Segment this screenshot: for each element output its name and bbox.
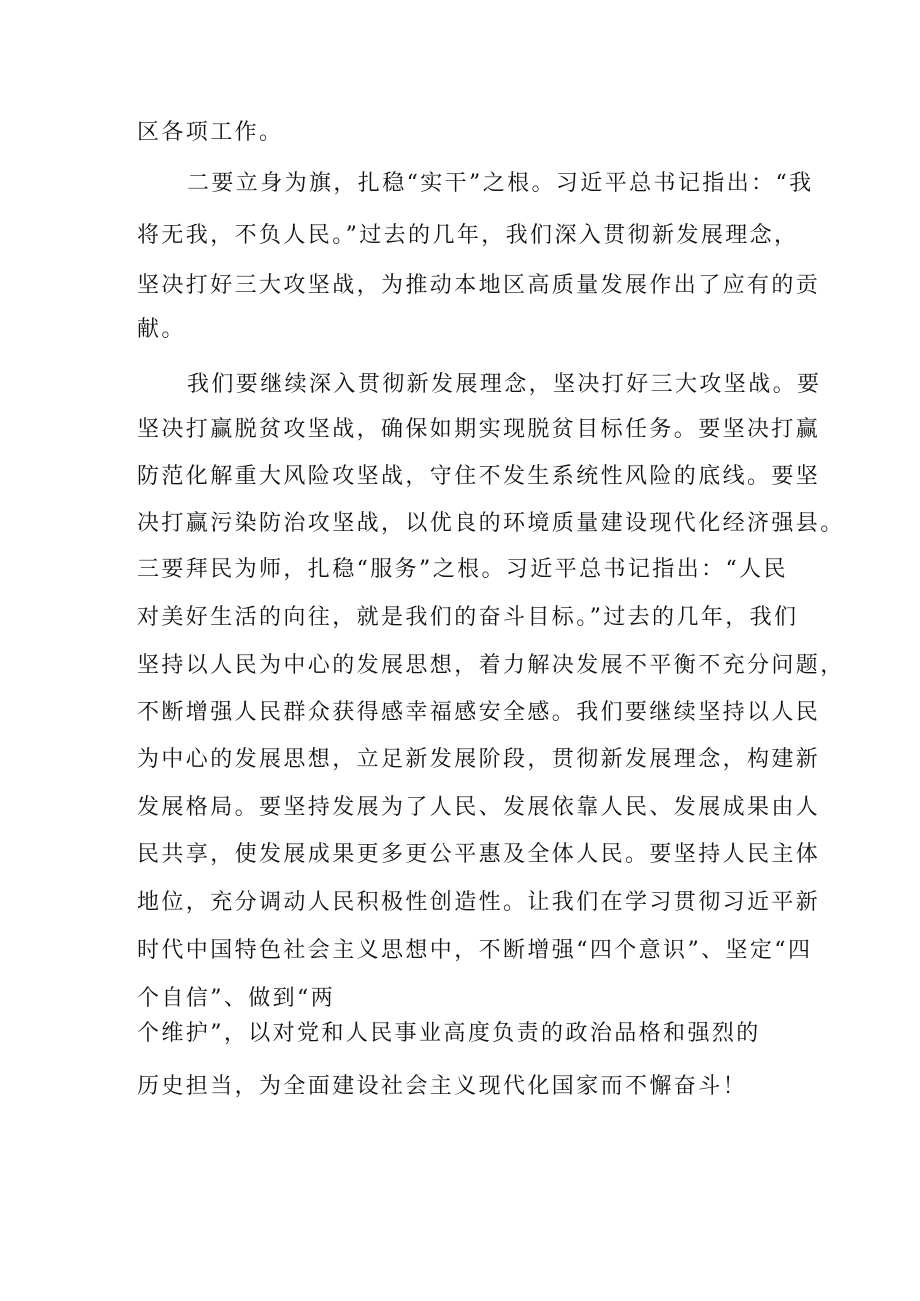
text-line-10: 三要拜民为师，扎稳“服务”之根。习近平总书记指出：“人民 xyxy=(137,557,788,582)
text-line-20: 个维护”，以对党和人民事业高度负责的政治品格和强烈的 xyxy=(137,1021,761,1046)
text-line-5: 献。 xyxy=(137,317,186,342)
text-line-16: 民共享，使发展成果更多更公平惠及全体人民。要坚持人民主体 xyxy=(137,842,821,867)
text-line-15: 发展格局。要坚持发展为了人民、发展依靠人民、发展成果由人 xyxy=(137,795,821,820)
text-line-11: 对美好生活的向往，就是我们的奋斗目标。”过去的几年，我们 xyxy=(137,605,799,630)
text-line-13: 不断增强人民群众获得感幸福感安全感。我们要继续坚持以人民 xyxy=(137,700,821,725)
text-line-9: 决打赢污染防治攻坚战，以优良的环境质量建设现代化经济强县。 xyxy=(137,511,845,536)
text-line-18: 时代中国特色社会主义思想中，不断增强“四个意识”、坚定“四 xyxy=(137,938,813,963)
text-line-1: 区各项工作。 xyxy=(137,120,284,145)
text-line-3: 将无我，不负人民。”过去的几年，我们深入贯彻新发展理念， xyxy=(137,223,799,248)
text-line-2: 二要立身为旗，扎稳“实干”之根。习近平总书记指出：“我 xyxy=(187,171,814,196)
text-line-19: 个自信”、做到“两 xyxy=(137,986,336,1011)
text-line-6: 我们要继续深入贯彻新发展理念，坚决打好三大攻坚战。要 xyxy=(187,372,822,397)
text-line-14: 为中心的发展思想，立足新发展阶段，贯彻新发展理念，构建新 xyxy=(137,747,821,772)
text-line-12: 坚持以人民为中心的发展思想，着力解决发展不平衡不充分问题， xyxy=(137,653,845,678)
text-line-17: 地位，充分调动人民积极性创造性。让我们在学习贯彻习近平新 xyxy=(137,890,821,915)
text-line-8: 防范化解重大风险攻坚战，守住不发生系统性风险的底线。要坚 xyxy=(137,464,821,489)
text-line-4: 坚决打好三大攻坚战，为推动本地区高质量发展作出了应有的贡 xyxy=(137,273,821,298)
text-line-21: 历史担当，为全面建设社会主义现代化国家而不懈奋斗！ xyxy=(137,1074,748,1099)
text-line-7: 坚决打赢脱贫攻坚战，确保如期实现脱贫目标任务。要坚决打赢 xyxy=(137,417,821,442)
